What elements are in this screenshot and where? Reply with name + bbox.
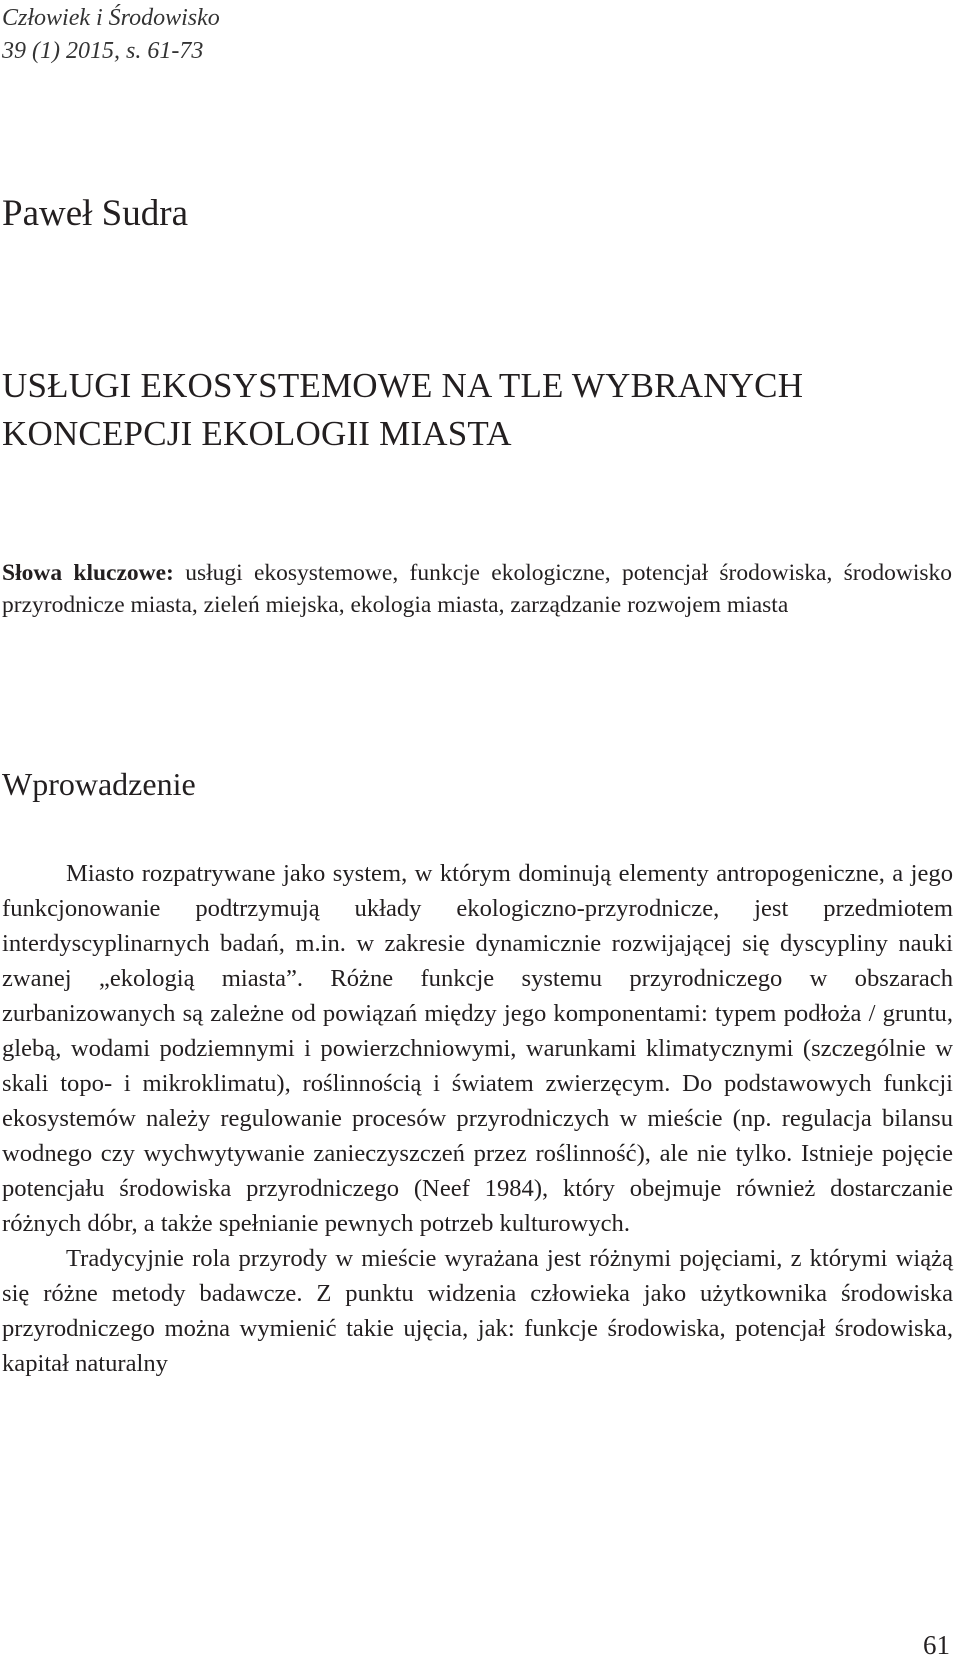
paragraph: Tradycyjnie rola przyrody w mieście wyrażana jest różnymi pojęciami, z którymi wiążą się różne metody badawcze. Z punktu widzenia człowieka jako użytkownika środowiska przyrodniczego można wymienić takie ujęcia, jak: funkcje środowiska, potencjał środowiska, kapitał naturalny	[2, 1245, 953, 1377]
keywords-block	[2, 557, 952, 621]
article-title	[2, 362, 803, 458]
article-title-line-1: USŁUGI EKOSYSTEMOWE NA TLE WYBRANYCH	[2, 366, 804, 405]
journal-citation: 39 (1) 2015, s. 61-73	[2, 38, 204, 64]
body-text	[2, 856, 953, 1381]
journal-name: Człowiek i Środowisko	[2, 5, 220, 31]
keywords-label: Słowa kluczowe:	[2, 560, 174, 586]
article-title-line-2: KONCEPCJI EKOLOGII MIASTA	[2, 414, 512, 453]
paragraph: Miasto rozpatrywane jako system, w którym dominują elementy antropogeniczne, a jego funkcjonowanie podtrzymują układy ekologiczno-przyrodnicze, jest przedmiotem interdyscyplinarnych badań, m.in. w zakresie dynamicznie rozwijającej się dyscypliny nauki zwanej „ekologią miasta”. Różne funkcje systemu przyrodniczego w obszarach zurbanizowanych są zależne od powiązań między jego komponentami: typem podłoża / gruntu, glebą, wodami podziemnymi i powierzchniowymi, warunkami klimatycznymi (szczególnie w skali topo- i mikroklimatu), roślinnością i światem zwierzęcym. Do podstawowych funkcji ekosystemów należy regulowanie procesów przyrodniczych w mieście (np. regulacja bilansu wodnego czy wychwytywanie zanieczyszczeń przez roślinność), ale nie tylko. Istnieje pojęcie potencjału środowiska przyrodniczego (Neef 1984), który obejmuje również dostarczanie różnych dóbr, a także spełnianie pewnych potrzeb kulturowych.	[2, 860, 953, 1237]
keywords-text: usługi ekosystemowe, funkcje ekologiczne, potencjał środowiska, środowisko przyrodnicze miasta, zieleń miejska, ekologia miasta, zarządzanie rozwojem miasta	[2, 560, 953, 618]
section-heading: Wprowadzenie	[2, 766, 196, 802]
author-name: Paweł Sudra	[2, 193, 188, 234]
page-number: 61	[923, 1630, 950, 1660]
journal-header	[2, 2, 220, 68]
